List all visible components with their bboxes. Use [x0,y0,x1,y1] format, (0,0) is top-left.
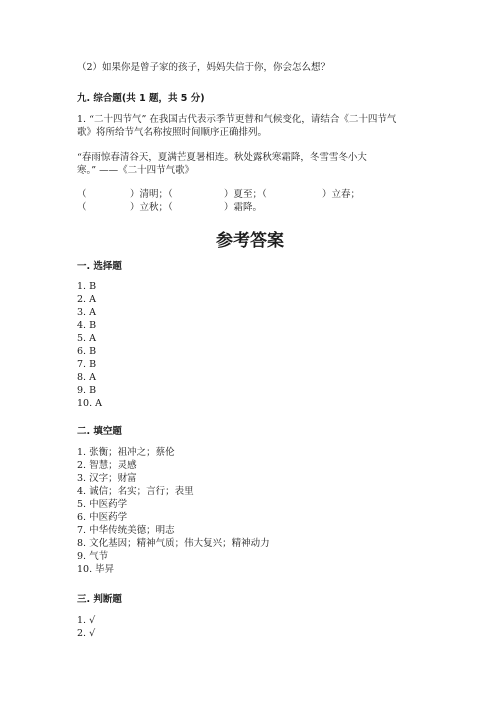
section-9-heading: 九. 综合题(共 1 题，共 5 分) [77,93,205,104]
blank-liqiu: ）立秋；（ [130,202,173,213]
list-item: 1. B [77,281,97,292]
list-item: 6. 中医药学 [77,512,128,523]
answers-section-2-heading: 二. 填空题 [77,426,122,437]
blank-lichun: ）立春； [322,189,361,200]
list-item: 2. √ [77,628,96,639]
poem-line2: 寒。” ——《二十四节气歌》 [77,165,195,176]
answers-section-3-list [77,614,95,640]
list-item: 7. B [77,359,97,370]
list-item: 1. 张衡；祖冲之；蔡伦 [77,447,175,458]
list-item: 4. 诚信；名实；言行；表里 [77,486,194,497]
list-item: 8. 文化基因；精神气质；伟大复兴；精神动力 [77,538,270,549]
poem-line1: “春雨惊春清谷天，夏满芒夏暑相连。秋处露秋寒霜降，冬雪雪冬小大 [77,152,367,163]
list-item: 2. 智慧；灵感 [77,460,137,471]
list-item: 4. B [77,320,97,331]
question-2-text: （2）如果你是曾子家的孩子，妈妈失信于你，你会怎么想？ [77,62,331,73]
blank-xiazhi: ）夏至；（ [224,189,267,200]
list-item: 3. A [77,307,96,318]
list-item: 3. 汉字；财富 [77,473,137,484]
answer-key-title: 参考答案 [216,231,284,251]
list-item: 8. A [77,372,96,383]
list-item: 2. A [77,294,96,305]
list-item: 1. √ [77,615,96,626]
list-item: 9. B [77,385,97,396]
answers-section-1-heading: 一. 选择题 [77,261,122,272]
list-item: 9. 气节 [77,551,109,562]
blank-shuangjiang: ）霜降。 [224,202,263,213]
list-item: 5. 中医药学 [77,499,128,510]
list-item: 5. A [77,333,96,344]
section-9-q1-line1: 1. “二十四节气” 在我国古代表示季节更替和气候变化，请结合《二十四节气 [77,114,397,125]
list-item: 7. 中华传统美德；明志 [77,525,175,536]
blank-open-2: （ [77,202,87,213]
list-item: 6. B [77,346,97,357]
list-item: 10. 毕昇 [77,564,115,575]
blank-qingming: ）清明；（ [130,189,173,200]
list-item: 10. A [77,398,102,409]
answers-section-3-heading: 三. 判断题 [77,594,122,605]
section-9-q1-line2: 歌》将所给节气名称按照时间顺序正确排列。 [77,127,268,138]
answers-section-1-list [77,280,102,410]
answers-section-2-list [77,446,270,576]
blank-open-1: （ [77,189,87,200]
